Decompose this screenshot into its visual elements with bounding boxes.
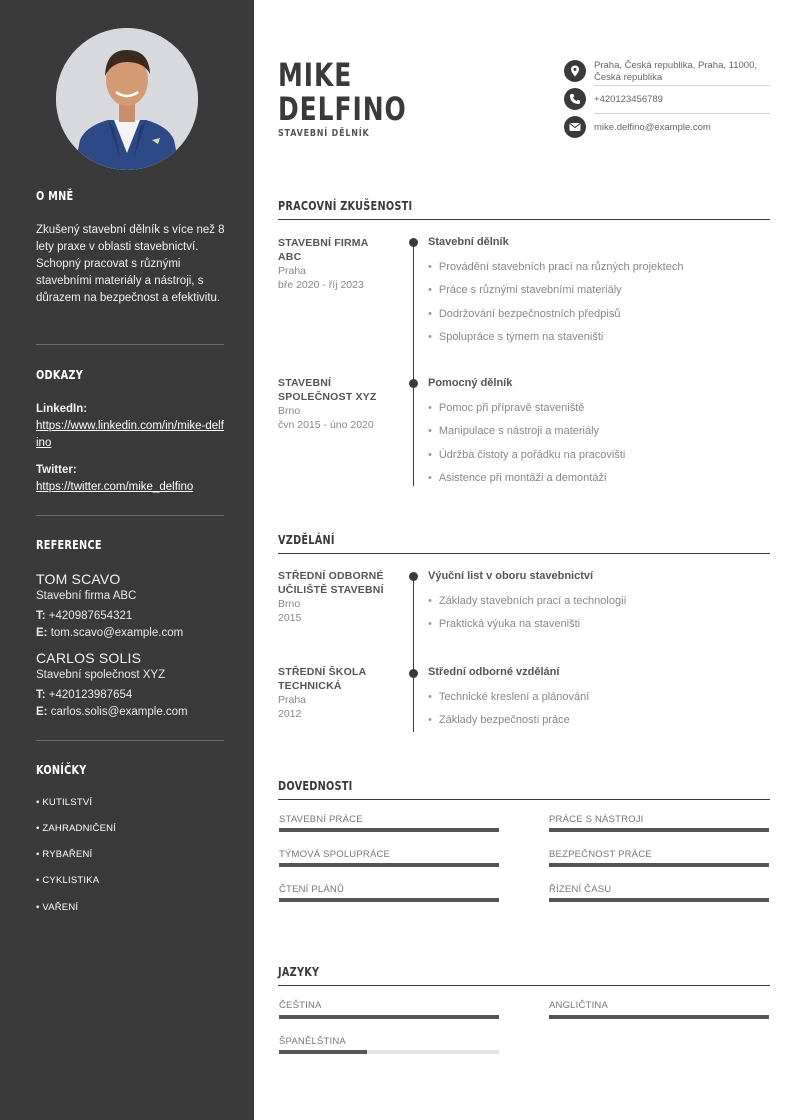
entry-bullets <box>428 256 683 349</box>
skill-bar <box>549 828 769 832</box>
profile-photo <box>56 28 198 170</box>
language-bar <box>279 1050 499 1054</box>
entry-bullets <box>428 397 625 490</box>
bullet-item: • Spolupráce s týmem na staveništi <box>428 326 683 349</box>
entry-dates: 2015 <box>278 612 302 624</box>
bullet-item: • Pomoc při přípravě staveniště <box>428 397 625 420</box>
reference-item <box>36 650 226 721</box>
skill-label: ŘÍZENÍ ČASU <box>549 884 612 895</box>
bullet-item: • Základy stavebních prací a technologií <box>428 590 627 613</box>
skill-label: TÝMOVÁ SPOLUPRÁCE <box>279 849 391 860</box>
skill-bar <box>549 863 769 867</box>
entry-city: Praha <box>278 694 307 706</box>
link-label: LinkedIn: <box>36 403 88 415</box>
skill-bar <box>279 863 499 867</box>
divider <box>36 740 224 741</box>
reference-phone: T: +420987654321 <box>36 610 133 622</box>
link-linkedin <box>36 401 226 452</box>
entry-organization: STŘEDNÍ ŠKOLA TECHNICKÁ <box>278 666 366 692</box>
last-name: DELFINO <box>278 90 407 128</box>
bullet-item: • Základy bezpečnosti práce <box>428 709 589 732</box>
bullet-item: • Údržba čistoty a pořádku na pracovišti <box>428 444 625 467</box>
language-label: ANGLIČTINA <box>549 1000 609 1011</box>
bullet-item: • Praktická výuka na staveništi <box>428 613 627 636</box>
entry-dates: bře 2020 - říj 2023 <box>278 279 364 291</box>
timeline-dot <box>409 669 418 678</box>
timeline-dot <box>409 379 418 388</box>
linkedin-url[interactable]: https://www.linkedin.com/in/mike-delfino <box>36 420 224 449</box>
timeline-line <box>413 576 414 732</box>
section-rule <box>278 985 770 986</box>
hobby-item: • KUTILSTVÍ <box>36 797 93 808</box>
contact-email: mike.delfino@example.com <box>594 122 711 133</box>
references-heading: REFERENCE <box>36 537 102 552</box>
hobbies-heading: KONÍČKY <box>36 762 87 777</box>
language-label: ŠPANĚLŠTINA <box>279 1036 346 1047</box>
phone-icon <box>564 88 586 110</box>
link-label: Twitter: <box>36 464 77 476</box>
skill-bar-fill <box>549 898 769 902</box>
sidebar <box>0 0 254 1120</box>
skill-bar-fill <box>279 828 499 832</box>
link-twitter <box>36 462 226 496</box>
reference-email: E: tom.scavo@example.com <box>36 627 184 639</box>
divider <box>36 515 224 516</box>
education-entry <box>278 666 388 721</box>
hobby-item: • CYKLISTIKA <box>36 875 100 886</box>
first-name: MIKE <box>278 56 353 94</box>
language-bar <box>279 1015 499 1019</box>
language-bar-fill <box>549 1015 769 1019</box>
experience-entry <box>278 377 388 432</box>
skill-label: PRÁCE S NÁSTROJI <box>549 814 644 825</box>
section-rule <box>278 219 770 220</box>
contact-phone: +420123456789 <box>594 94 663 105</box>
language-bar <box>549 1015 769 1019</box>
timeline-dot <box>409 238 418 247</box>
bullet-item: • Technické kreslení a plánování <box>428 686 589 709</box>
divider <box>36 344 224 345</box>
bullet-item: • Práce s různými stavebními materiály <box>428 279 683 302</box>
divider <box>594 85 770 86</box>
bullet-item: • Dodržování bezpečnostních předpisů <box>428 303 683 326</box>
bullet-item: • Manipulace s nástroji a materiály <box>428 420 625 443</box>
skills-heading: DOVEDNOSTI <box>278 778 353 793</box>
divider <box>594 113 770 114</box>
education-heading: VZDĚLÁNÍ <box>278 532 335 547</box>
skill-bar <box>279 898 499 902</box>
entry-dates: 2012 <box>278 708 302 720</box>
reference-name: TOM SCAVO <box>36 571 121 587</box>
education-entry <box>278 570 388 625</box>
entry-role: Výuční list v oboru stavebnictví <box>428 570 594 582</box>
hobby-item: • RYBAŘENÍ <box>36 849 93 860</box>
reference-item <box>36 571 226 642</box>
skill-bar-fill <box>549 863 769 867</box>
entry-city: Brno <box>278 405 301 417</box>
timeline-dot <box>409 572 418 581</box>
section-rule <box>278 799 770 800</box>
section-rule <box>278 553 770 554</box>
entry-organization: STAVEBNÍ FIRMA ABC <box>278 237 369 263</box>
entry-organization: STŘEDNÍ ODBORNÉ UČILIŠTĚ STAVEBNÍ <box>278 570 384 596</box>
location-icon <box>564 60 586 82</box>
main-content <box>254 0 794 1120</box>
hobby-item: • ZAHRADNIČENÍ <box>36 823 117 834</box>
person-portrait-icon <box>56 28 198 170</box>
skill-label: BEZPEČNOST PRÁCE <box>549 849 652 860</box>
about-heading: O MNĚ <box>36 188 74 203</box>
skill-bar <box>549 898 769 902</box>
reference-name: CARLOS SOLIS <box>36 650 142 666</box>
entry-role: Pomocný dělník <box>428 377 513 389</box>
skill-label: ČTENÍ PLÁNŮ <box>279 884 345 895</box>
entry-role: Střední odborné vzdělání <box>428 666 560 678</box>
reference-company: Stavební společnost XYZ <box>36 669 166 681</box>
entry-organization: STAVEBNÍ SPOLEČNOST XYZ <box>278 377 377 403</box>
skill-label: STAVEBNÍ PRÁCE <box>279 814 363 825</box>
links-heading: ODKAZY <box>36 367 84 382</box>
reference-phone: T: +420123987654 <box>36 689 133 701</box>
languages-heading: JAZYKY <box>278 964 320 979</box>
bullet-item: • Provádění stavebních prací na různých projektech <box>428 256 683 279</box>
skill-bar-fill <box>279 863 499 867</box>
reference-email: E: carlos.solis@example.com <box>36 706 188 718</box>
skill-bar <box>279 828 499 832</box>
about-text: Zkušený stavební dělník s více než 8 lety praxe v oblasti stavebnictví. Schopný pracovat s různými stavebními materiály a nástroji, s důrazem na bezpečnost a efektivitu. <box>36 224 225 304</box>
hobby-item: • VAŘENÍ <box>36 902 79 913</box>
entry-dates: čvn 2015 - úno 2020 <box>278 419 374 431</box>
contact-address: Praha, Česká republika, Praha, 11000, Česká republika <box>594 60 758 83</box>
job-title: STAVEBNÍ DĚLNÍK <box>278 128 370 139</box>
entry-city: Praha <box>278 265 307 277</box>
entry-bullets <box>428 686 589 733</box>
language-bar-fill <box>279 1015 499 1019</box>
skill-bar-fill <box>549 828 769 832</box>
skill-bar-fill <box>279 898 499 902</box>
experience-heading: PRACOVNÍ ZKUŠENOSTI <box>278 198 413 213</box>
bullet-item: • Asistence při montáži a demontáži <box>428 467 625 490</box>
timeline-line <box>413 242 414 486</box>
entry-city: Brno <box>278 598 301 610</box>
entry-role: Stavební dělník <box>428 236 509 248</box>
email-icon <box>564 116 586 138</box>
reference-company: Stavební firma ABC <box>36 590 137 602</box>
language-bar-fill <box>279 1050 367 1054</box>
experience-entry <box>278 237 388 292</box>
entry-bullets <box>428 590 627 637</box>
language-label: ČEŠTINA <box>279 1000 322 1011</box>
twitter-url[interactable]: https://twitter.com/mike_delfino <box>36 481 194 493</box>
